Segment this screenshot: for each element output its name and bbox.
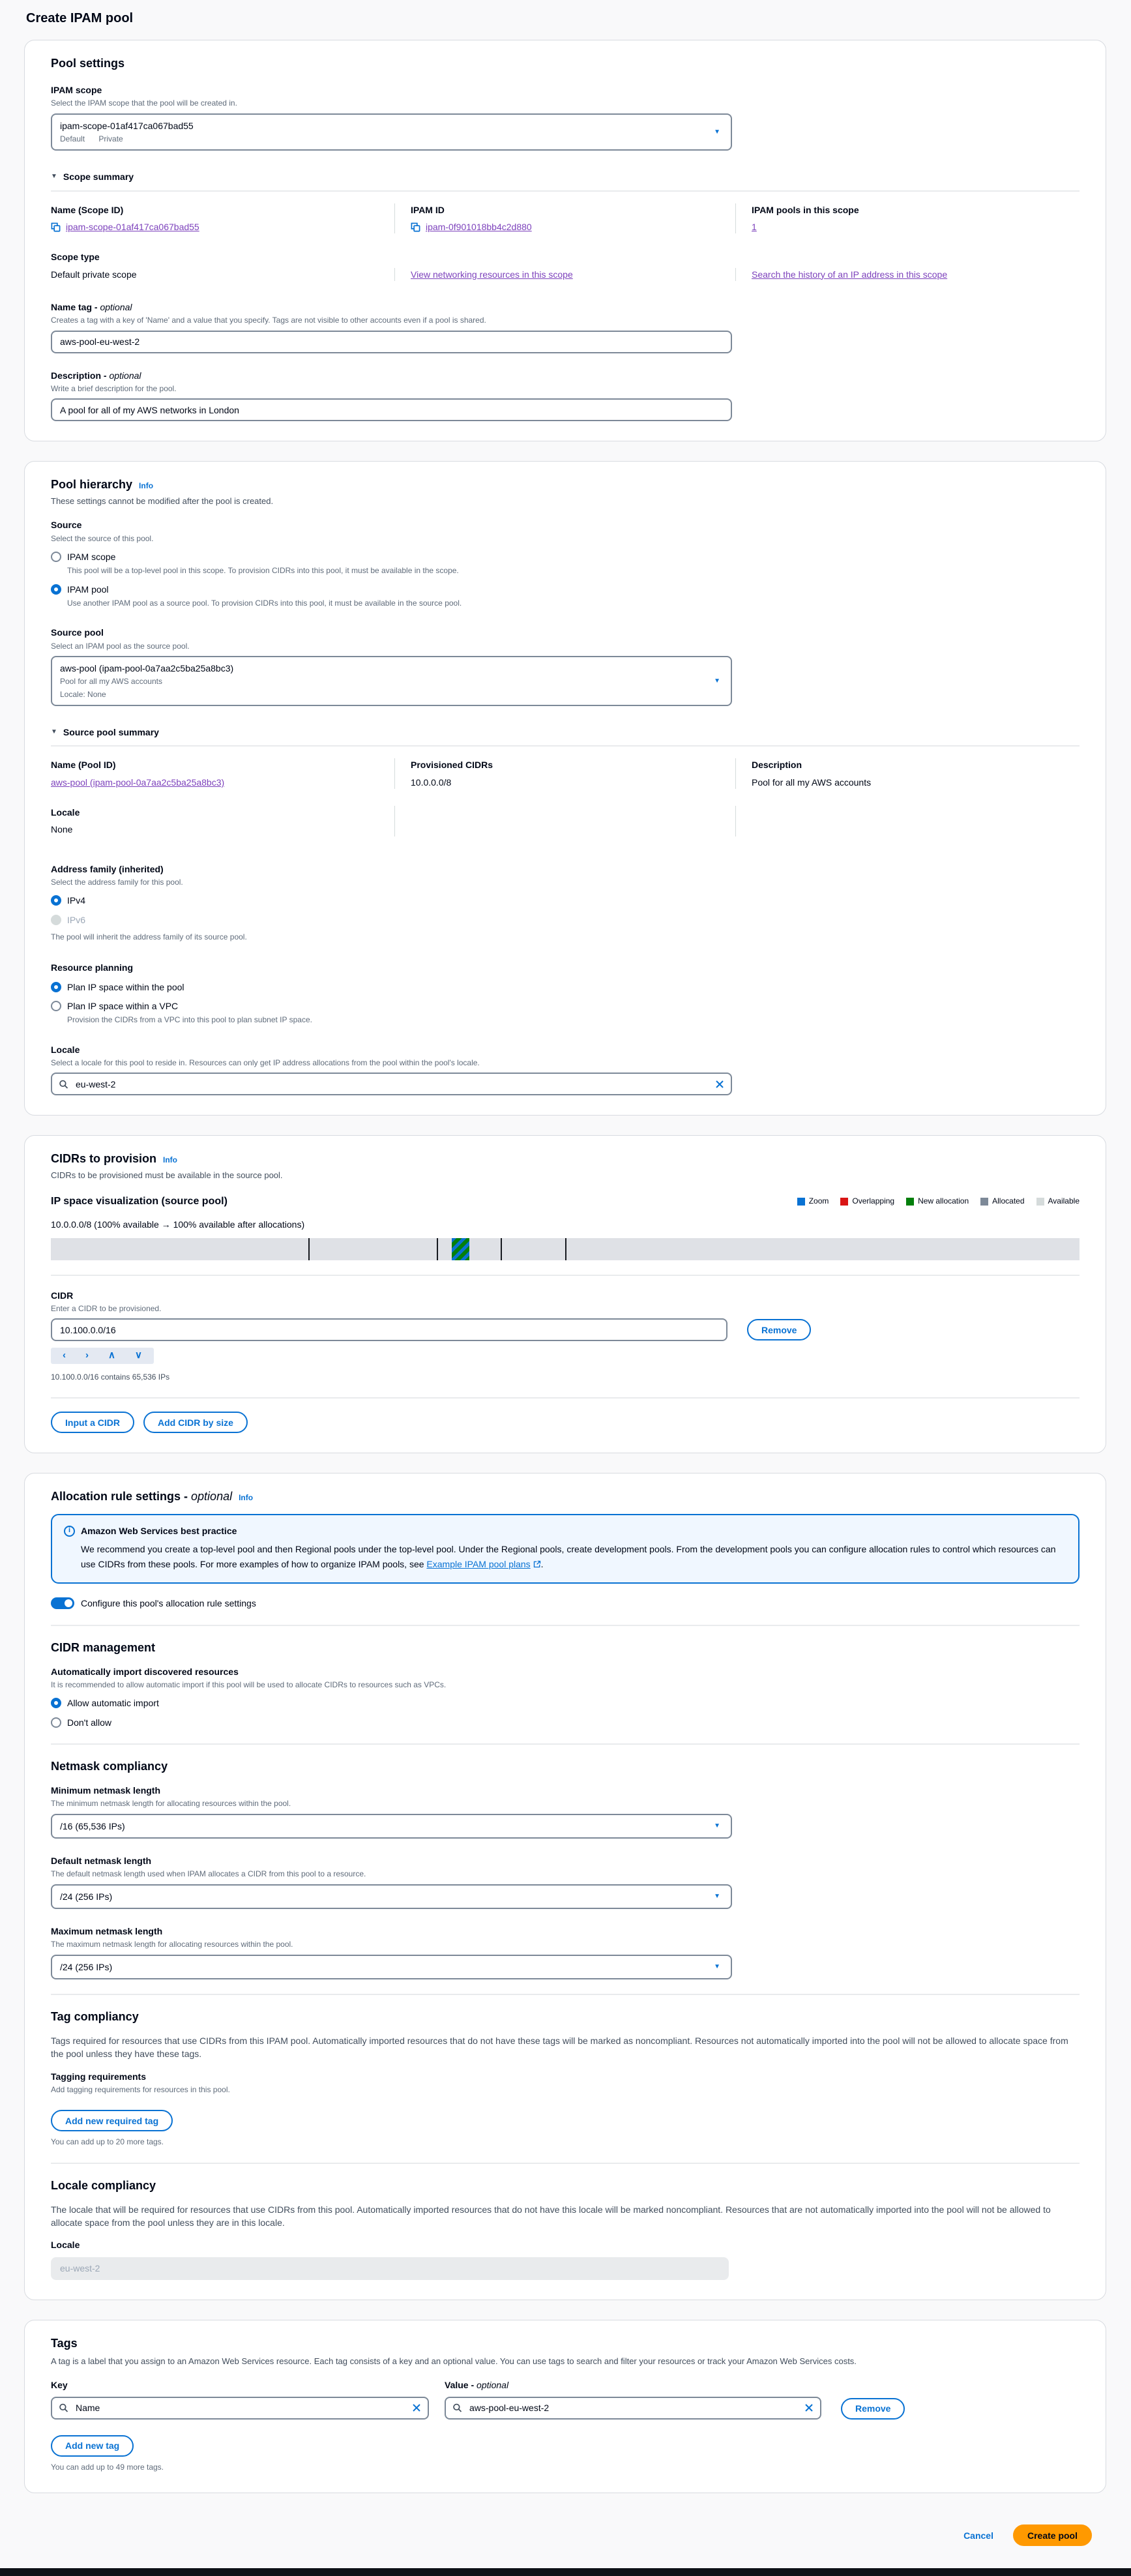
cidrs-info-link[interactable]: Info — [163, 1155, 178, 1165]
create-pool-button[interactable]: Create pool — [1013, 2524, 1092, 2546]
tags-title: Tags — [51, 2336, 78, 2350]
allocation-rules-toggle[interactable] — [51, 1597, 74, 1609]
page-title: Create IPAM pool — [26, 11, 134, 25]
pool-settings-card — [24, 40, 1106, 441]
tags-note: You can add up to 49 more tags. — [51, 2462, 164, 2472]
alert-body: We recommend you create a top-level pool and then Regional pools under the top-level pool. Under the Regional pools, create development pools. From the development pools you can configure allocation rules to control which resources can use CIDRs from these pools. For more examples of how to organize IPAM pools, see Example IPAM pool plans . — [81, 1542, 1066, 1574]
radio-dont-allow[interactable]: Don't allow — [51, 1716, 1080, 1729]
stepper-down-icon[interactable]: ∨ — [134, 1350, 142, 1361]
toggle-label: Configure this pool's allocation rule settings — [81, 1598, 256, 1609]
ip-space-legend — [797, 1196, 1080, 1207]
cancel-button[interactable]: Cancel — [963, 2530, 993, 2541]
remove-tag-button[interactable]: Remove — [841, 2398, 905, 2420]
expander-triangle-icon: ▼ — [51, 173, 57, 181]
max-netmask-help: The maximum netmask length for allocating resources within the pool. — [51, 1940, 293, 1949]
input-a-cidr-button[interactable]: Input a CIDR — [51, 1412, 134, 1433]
chevron-down-icon: ▼ — [714, 128, 720, 136]
expander-triangle-icon: ▼ — [51, 728, 57, 735]
info-circle-icon: i — [64, 1526, 75, 1537]
locale-search-field — [51, 1073, 732, 1095]
max-netmask-label: Maximum netmask length — [51, 1925, 163, 1936]
tag-value-field — [445, 2397, 821, 2420]
copy-icon[interactable] — [411, 222, 420, 232]
allocation-rule-settings-card — [24, 1473, 1106, 2300]
source-pool-summary-expander[interactable] — [51, 720, 1080, 747]
tag-key-input[interactable] — [51, 2397, 429, 2420]
clear-icon[interactable] — [412, 2403, 421, 2412]
form-actions — [0, 2513, 1131, 2568]
cidrs-to-provision-card — [24, 1135, 1106, 1453]
tag-value-label: Value - optional — [445, 2379, 509, 2390]
best-practice-alert — [51, 1514, 1080, 1584]
source-pool-select-value: aws-pool (ipam-pool-0a7aa2c5ba25a8bc3) — [60, 663, 234, 674]
add-new-tag-button[interactable]: Add new tag — [51, 2435, 134, 2457]
cidr-label: CIDR — [51, 1290, 74, 1301]
pool-settings-title: Pool settings — [51, 57, 125, 70]
max-netmask-select[interactable]: /24 (256 IPs) ▼ — [51, 1955, 732, 1979]
tag-key-field — [51, 2397, 429, 2420]
radio-ipam-pool[interactable]: IPAM pool — [51, 583, 1080, 596]
pool-locale-value: None — [51, 824, 73, 835]
legend-available-label: Available — [1048, 1196, 1080, 1206]
radio-selected-icon — [51, 1698, 61, 1708]
radio-ipam-scope[interactable]: IPAM scope — [51, 550, 1080, 563]
locale-compliancy-label: Locale — [51, 2240, 80, 2251]
legend-new-allocation-label: New allocation — [918, 1196, 969, 1206]
cidr-contains-note: 10.100.0.0/16 contains 65,536 IPs — [51, 1372, 170, 1382]
cidr-help: Enter a CIDR to be provisioned. — [51, 1303, 162, 1313]
ip-space-caption: 10.0.0.0/8 (100% available → 100% available after allocations) — [51, 1219, 305, 1230]
add-required-tag-button[interactable]: Add new required tag — [51, 2110, 173, 2131]
stepper-left-icon[interactable]: ‹ — [63, 1350, 66, 1361]
legend-overlapping-label: Overlapping — [852, 1196, 895, 1206]
min-netmask-help: The minimum netmask length for allocating resources within the pool. — [51, 1799, 291, 1809]
scope-type-label: Scope type — [51, 252, 100, 263]
chevron-down-icon: ▼ — [714, 677, 720, 685]
pool-description-label: Description — [752, 760, 802, 771]
ipam-scope-label: IPAM scope — [51, 85, 102, 96]
ipam-scope-help: Select the IPAM scope that the pool will be created in. — [51, 98, 237, 108]
min-netmask-label: Minimum netmask length — [51, 1784, 161, 1796]
source-pool-label: Source pool — [51, 627, 104, 638]
ipam-id-label: IPAM ID — [411, 204, 445, 215]
remove-cidr-button[interactable]: Remove — [747, 1319, 811, 1340]
radio-allow-auto-import[interactable]: Allow automatic import — [51, 1696, 1080, 1710]
pool-description-value: Pool for all my AWS accounts — [752, 777, 872, 788]
locale-help: Select a locale for this pool to reside in. Resources can only get IP address allocations from the pool within the pool's locale. — [51, 1058, 480, 1067]
ip-space-viz-label: IP space visualization (source pool) — [51, 1196, 228, 1207]
auto-import-help: It is recommended to allow automatic import if this pool will be used to allocate CIDRs to resources such as VPCs. — [51, 1680, 447, 1689]
cidrs-to-provision-title: CIDRs to provision — [51, 1152, 157, 1166]
ipam-scope-badge-default: Default — [60, 134, 85, 144]
clear-icon[interactable] — [715, 1080, 724, 1089]
locale-input[interactable] — [51, 1073, 732, 1095]
tagging-requirements-help: Add tagging requirements for resources in this pool. — [51, 2084, 230, 2094]
ipam-scope-select[interactable] — [51, 113, 732, 151]
chevron-down-icon: ▼ — [714, 1962, 720, 1970]
scope-type-value: Default private scope — [51, 269, 137, 280]
name-tag-help: Creates a tag with a key of 'Name' and a value that you specify. Tags are not visible to other accounts even if a pool is shared. — [51, 316, 486, 325]
locale-label: Locale — [51, 1044, 80, 1055]
legend-new-allocation-swatch — [906, 1198, 914, 1206]
pool-id-link[interactable]: aws-pool (ipam-pool-0a7aa2c5ba25a8bc3) — [51, 777, 225, 788]
bottom-bar — [0, 2568, 1131, 2576]
ip-space-bar[interactable] — [51, 1238, 1080, 1260]
scope-id-link[interactable]: ipam-scope-01af417ca067bad55 — [66, 222, 199, 233]
radio-ipv6-disabled: IPv6 — [51, 913, 1080, 926]
source-help: Select the source of this pool. — [51, 533, 154, 543]
radio-plan-within-pool[interactable]: Plan IP space within the pool — [51, 981, 1080, 994]
copy-icon[interactable] — [51, 222, 61, 232]
resource-planning-label: Resource planning — [51, 962, 134, 973]
address-family-note: The pool will inherit the address family of its source pool. — [51, 932, 247, 941]
cidrs-subtitle: CIDRs to be provisioned must be available in the source pool. — [51, 1170, 283, 1181]
address-family-help: Select the address family for this pool. — [51, 877, 183, 887]
tag-value-input[interactable] — [445, 2397, 821, 2420]
radio-ipam-scope-desc: This pool will be a top-level pool in this scope. To provision CIDRs into this pool, it must be available in the scope. — [67, 566, 459, 576]
source-pool-desc: Pool for all my AWS accounts — [60, 677, 162, 687]
tag-compliancy-note: You can add up to 20 more tags. — [51, 2137, 164, 2147]
pool-name-label: Name (Pool ID) — [51, 760, 116, 771]
source-label: Source — [51, 520, 82, 531]
ipam-scope-select-value: ipam-scope-01af417ca067bad55 — [60, 120, 194, 131]
description-help: Write a brief description for the pool. — [51, 383, 177, 393]
netmask-compliancy-title: Netmask compliancy — [51, 1759, 168, 1773]
radio-icon — [51, 1001, 61, 1011]
tagging-requirements-label: Tagging requirements — [51, 2071, 146, 2082]
pool-hierarchy-card — [24, 461, 1106, 1116]
view-networking-resources-link[interactable]: View networking resources in this scope — [411, 269, 573, 280]
search-ip-history-link[interactable]: Search the history of an IP address in this scope — [752, 269, 948, 280]
radio-selected-icon — [51, 584, 61, 595]
pool-hierarchy-title: Pool hierarchy — [51, 478, 133, 492]
radio-selected-icon — [51, 982, 61, 992]
radio-icon — [51, 552, 61, 562]
allocation-rules-info-link[interactable]: Info — [239, 1493, 254, 1503]
locale-compliancy-desc: The locale that will be required for resources that use CIDRs from this pool. Automatically imported resources that do not have this locale will be marked noncompliant. Resources that are not automatically imported into the pool will not be allowed to allocate space from the pool unless they are in this locale. — [51, 2204, 1051, 2228]
ipam-pools-count-link[interactable]: 1 — [752, 222, 757, 233]
pool-locale-label: Locale — [51, 807, 80, 818]
provisioned-cidrs-label: Provisioned CIDRs — [411, 760, 493, 771]
name-tag-label: Name tag - optional — [51, 301, 132, 312]
legend-overlapping-swatch — [840, 1198, 848, 1206]
address-family-label: Address family (inherited) — [51, 863, 164, 874]
ipam-scope-badge-private: Private — [98, 134, 123, 144]
radio-selected-icon — [51, 895, 61, 906]
locale-compliancy-title: Locale compliancy — [51, 2178, 156, 2192]
legend-allocated-label: Allocated — [992, 1196, 1025, 1206]
default-netmask-help: The default netmask length used when IPAM allocates a CIDR from this pool to a resource. — [51, 1869, 366, 1879]
source-pool-select[interactable] — [51, 656, 732, 706]
ipam-pools-in-scope-label: IPAM pools in this scope — [752, 204, 859, 215]
clear-icon[interactable] — [804, 2403, 814, 2412]
pool-hierarchy-subtitle: These settings cannot be modified after the pool is created. — [51, 496, 274, 507]
locale-compliancy-input: eu-west-2 — [51, 2257, 729, 2280]
source-pool-summary-grid — [51, 747, 1080, 836]
add-cidr-by-size-button[interactable]: Add CIDR by size — [143, 1412, 248, 1433]
search-icon — [452, 2403, 462, 2413]
radio-icon — [51, 1717, 61, 1728]
plan-within-vpc-desc: Provision the CIDRs from a VPC into this pool to plan subnet IP space. — [67, 1015, 312, 1025]
allocation-rules-toggle-row — [51, 1597, 1080, 1610]
example-ipam-pool-plans-link[interactable]: Example IPAM pool plans — [426, 1559, 531, 1570]
source-pool-summary-title: Source pool summary — [63, 727, 159, 738]
radio-plan-within-vpc[interactable]: Plan IP space within a VPC — [51, 999, 1080, 1013]
external-link-icon — [533, 1558, 541, 1573]
legend-available-swatch — [1036, 1198, 1044, 1206]
ipam-id-link[interactable]: ipam-0f901018bb4c2d880 — [426, 222, 532, 233]
source-pool-help: Select an IPAM pool as the source pool. — [51, 641, 190, 651]
scope-name-label: Name (Scope ID) — [51, 204, 124, 215]
tag-compliancy-desc: Tags required for resources that use CIDRs from this IPAM pool. Automatically imported resources that do not have these tags will be marked as noncompliant. Resources not automatically imported into the pool will not be allowed to allocate space from the pool unless they have these tags. — [51, 2036, 1068, 2060]
stepper-right-icon[interactable]: › — [85, 1350, 89, 1361]
stepper-up-icon[interactable]: ∧ — [108, 1350, 115, 1361]
tags-desc: A tag is a label that you assign to an Amazon Web Services resource. Each tag consists of a key and an optional value. You can use tags to search and filter your resources or track your Amazon Web Services costs. — [51, 2356, 857, 2366]
cidr-stepper — [51, 1348, 154, 1364]
legend-zoom-label: Zoom — [808, 1196, 829, 1206]
default-netmask-label: Default netmask length — [51, 1855, 152, 1866]
min-netmask-select[interactable]: /16 (65,536 IPs) ▼ — [51, 1814, 732, 1839]
provisioned-cidrs-value: 10.0.0.0/8 — [411, 777, 452, 788]
tags-card — [24, 2320, 1106, 2494]
search-icon — [59, 1079, 68, 1089]
tag-key-label: Key — [51, 2379, 68, 2390]
radio-disabled-icon — [51, 915, 61, 925]
scope-summary-title: Scope summary — [63, 171, 134, 183]
auto-import-label: Automatically import discovered resources — [51, 1666, 239, 1677]
default-netmask-select[interactable]: /24 (256 IPs) ▼ — [51, 1884, 732, 1909]
cidr-input[interactable] — [51, 1318, 727, 1341]
chevron-down-icon: ▼ — [714, 1892, 720, 1900]
legend-zoom-swatch — [797, 1198, 805, 1206]
search-icon — [59, 2403, 68, 2413]
source-pool-locale: Locale: None — [60, 689, 106, 699]
scope-summary-grid — [51, 192, 1080, 281]
pool-hierarchy-info-link[interactable]: Info — [139, 481, 154, 491]
chevron-down-icon: ▼ — [714, 1822, 720, 1829]
description-label: Description - optional — [51, 370, 141, 381]
legend-allocated-swatch — [980, 1198, 988, 1206]
allocation-rules-title: Allocation rule settings - optional — [51, 1490, 233, 1503]
tag-compliancy-title: Tag compliancy — [51, 2009, 139, 2023]
alert-title: Amazon Web Services best practice — [81, 1526, 237, 1537]
scope-summary-expander[interactable] — [51, 165, 1080, 191]
name-tag-input[interactable] — [51, 331, 732, 353]
description-input[interactable] — [51, 398, 732, 421]
radio-ipv4[interactable]: IPv4 — [51, 894, 1080, 907]
cidr-management-title: CIDR management — [51, 1640, 156, 1654]
radio-ipam-pool-desc: Use another IPAM pool as a source pool. To provision CIDRs into this pool, it must be available in the source pool. — [67, 598, 462, 608]
